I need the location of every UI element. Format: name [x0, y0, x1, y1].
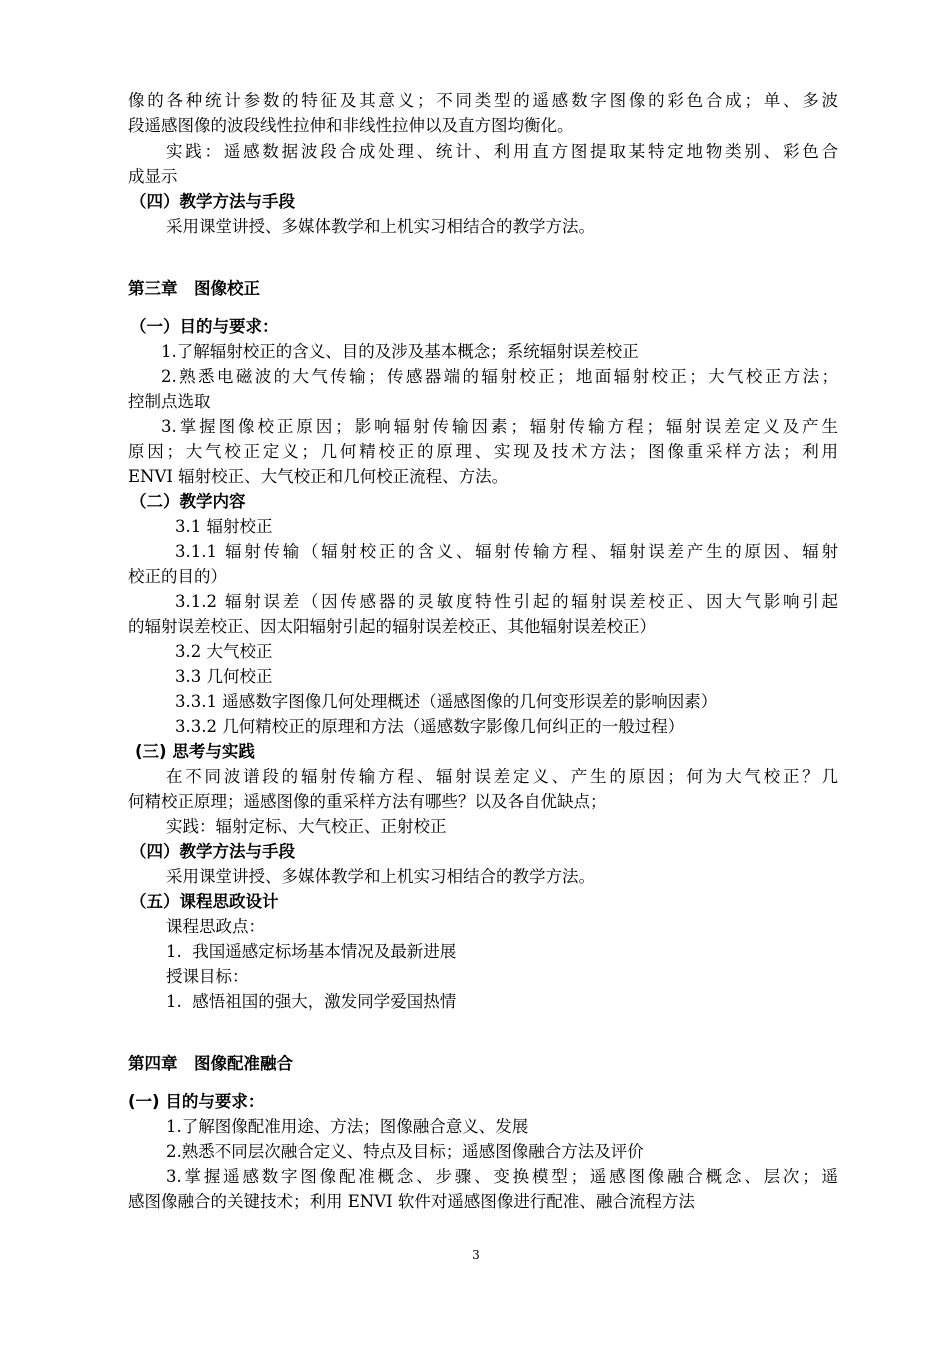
paragraph-line: 授课目标：: [166, 967, 249, 986]
list-item: 3.3 几何校正: [175, 667, 273, 686]
paragraph-line: 实践：辐射定标、大气校正、正射校正: [166, 817, 447, 836]
list-item: 2.熟悉不同层次融合定义、特点及目标；遥感图像融合方法及评价: [166, 1142, 644, 1161]
list-item: 3.掌握遥感数字图像配准概念、步骤、变换模型；遥感图像融合概念、层次；遥: [166, 1167, 838, 1186]
list-item: 1. 感悟祖国的强大，激发同学爱国热情: [166, 992, 457, 1011]
list-item: 3.掌握图像校正原因；影响辐射传输因素；辐射传输方程；辐射误差定义及产生: [161, 417, 838, 436]
chapter-title: 第四章 图像配准融合: [128, 1054, 293, 1073]
list-item: 2.熟悉电磁波的大气传输；传感器端的辐射校正；地面辐射校正；大气校正方法；: [161, 367, 838, 386]
section-heading: （五）课程思政设计: [130, 892, 279, 911]
section-heading: (三) 思考与实践: [135, 742, 255, 761]
list-item: 1.了解辐射校正的含义、目的及涉及基本概念；系统辐射误差校正: [161, 342, 639, 361]
paragraph-line: 的辐射误差校正、因太阳辐射引起的辐射误差校正、其他辐射误差校正）: [128, 617, 656, 636]
list-item: 1.了解图像配准用途、方法；图像融合意义、发展: [166, 1117, 529, 1136]
section-heading: （四）教学方法与手段: [130, 842, 295, 861]
paragraph-line: 感图像融合的关键技术；利用 ENVI 软件对遥感图像进行配准、融合流程方法: [128, 1192, 695, 1211]
list-item: 3.2 大气校正: [175, 642, 273, 661]
paragraph-line: 采用课堂讲授、多媒体教学和上机实习相结合的教学方法。: [166, 217, 595, 236]
list-item: 1. 我国遥感定标场基本情况及最新进展: [166, 942, 457, 961]
list-item: 3.3.2 几何精校正的原理和方法（遥感数字影像几何纠正的一般过程）: [175, 717, 685, 736]
paragraph-line: 课程思政点：: [166, 917, 265, 936]
paragraph-line: 在不同波谱段的辐射传输方程、辐射误差定义、产生的原因；何为大气校正？几: [166, 767, 838, 786]
paragraph-line: 成显示: [128, 167, 178, 186]
paragraph-line: ENVI 辐射校正、大气校正和几何校正流程、方法。: [128, 467, 509, 486]
list-item: 3.1.1 辐射传输（辐射校正的含义、辐射传输方程、辐射误差产生的原因、辐射: [175, 542, 838, 561]
list-item: 3.1.2 辐射误差（因传感器的灵敏度特性引起的辐射误差校正、因大气影响引起: [175, 592, 838, 611]
list-item: 3.1 辐射校正: [175, 517, 273, 536]
list-item: 3.3.1 遥感数字图像几何处理概述（遥感图像的几何变形误差的影响因素）: [175, 692, 718, 711]
paragraph-line: 像的各种统计参数的特征及其意义；不同类型的遥感数字图像的彩色合成；单、多波: [128, 91, 838, 110]
paragraph-line: 采用课堂讲授、多媒体教学和上机实习相结合的教学方法。: [166, 867, 595, 886]
paragraph-line: 校正的目的）: [128, 567, 227, 586]
section-heading: （一）目的与要求：: [130, 317, 279, 336]
chapter-title: 第三章 图像校正: [128, 279, 260, 298]
section-heading: （四）教学方法与手段: [130, 192, 295, 211]
paragraph-line: 控制点选取: [128, 392, 211, 411]
section-heading: (一) 目的与要求：: [128, 1092, 265, 1111]
page-number: 3: [472, 1248, 480, 1262]
section-heading: （二）教学内容: [130, 492, 246, 511]
paragraph-line: 何精校正原理；遥感图像的重采样方法有哪些？以及各自优缺点；: [128, 792, 607, 811]
paragraph-line: 段遥感图像的波段线性拉伸和非线性拉伸以及直方图均衡化。: [128, 116, 574, 135]
paragraph-line: 原因；大气校正定义；几何精校正的原理、实现及技术方法；图像重采样方法；利用: [128, 442, 838, 461]
paragraph-line: 实践：遥感数据波段合成处理、统计、利用直方图提取某特定地物类别、彩色合: [166, 142, 838, 161]
